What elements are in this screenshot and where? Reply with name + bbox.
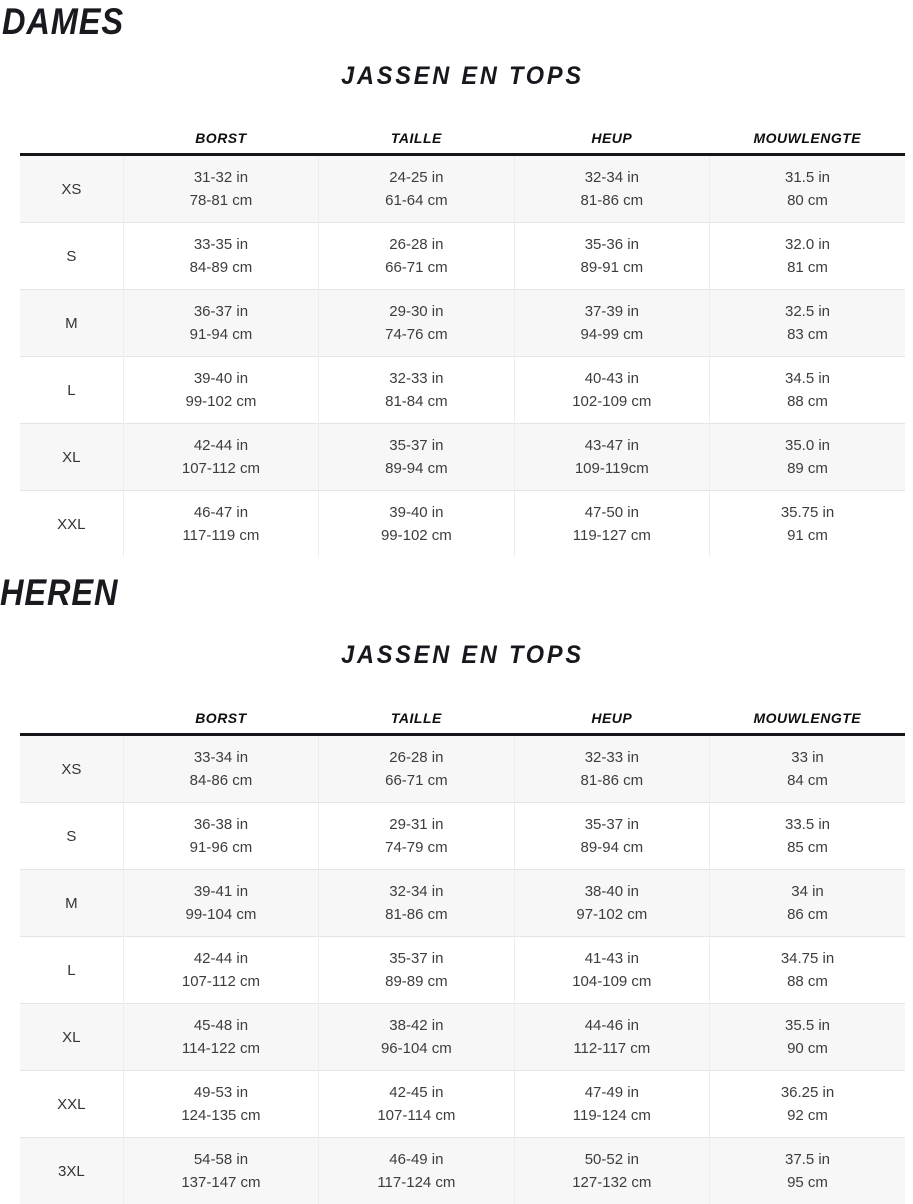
measurement-cell <box>123 155 318 223</box>
measurement-line: 26-28 in <box>319 746 513 769</box>
measurement-cell <box>319 357 514 424</box>
measurement-line: 83 cm <box>710 323 905 346</box>
measurement-cell <box>319 1004 514 1071</box>
measurement-line: 34.75 in <box>710 947 905 970</box>
measurement-line: 66-71 cm <box>319 769 513 792</box>
measurement-line: 91-96 cm <box>124 836 318 859</box>
measurement-cell <box>710 735 905 803</box>
measurement-line: 35.75 in <box>710 501 905 524</box>
corner-cell <box>20 131 123 155</box>
size-table-dames <box>20 131 905 557</box>
table-row <box>20 424 905 491</box>
measurement-line: 109-119cm <box>515 457 709 480</box>
measurement-cell <box>123 424 318 491</box>
measurement-cell <box>710 937 905 1004</box>
measurement-line: 89-94 cm <box>319 457 513 480</box>
measurement-line: 36-38 in <box>124 813 318 836</box>
measurement-cell <box>710 223 905 290</box>
column-header-mouwlengte: MOUWLENGTE <box>710 711 905 735</box>
table-row <box>20 290 905 357</box>
measurement-line: 24-25 in <box>319 166 513 189</box>
measurement-line: 97-102 cm <box>515 903 709 926</box>
measurement-cell <box>123 223 318 290</box>
measurement-cell <box>514 937 709 1004</box>
measurement-line: 35.5 in <box>710 1014 905 1037</box>
measurement-cell <box>710 1071 905 1138</box>
section-heading-heren: HEREN <box>0 574 803 611</box>
measurement-line: 119-127 cm <box>515 524 709 547</box>
table-row <box>20 1138 905 1204</box>
table-row <box>20 937 905 1004</box>
table-row <box>20 223 905 290</box>
measurement-line: 33 in <box>710 746 905 769</box>
measurement-line: 81-86 cm <box>319 903 513 926</box>
measurement-line: 81-86 cm <box>515 769 709 792</box>
column-header-heup: HEUP <box>514 131 709 155</box>
measurement-cell <box>319 1071 514 1138</box>
measurement-line: 91-94 cm <box>124 323 318 346</box>
measurement-line: 99-102 cm <box>124 390 318 413</box>
measurement-line: 35-37 in <box>515 813 709 836</box>
size-label: L <box>20 357 123 424</box>
measurement-line: 95 cm <box>710 1171 905 1194</box>
size-label: XXL <box>20 491 123 558</box>
size-table-heren <box>20 711 905 1204</box>
column-header-borst: BORST <box>123 131 318 155</box>
measurement-cell <box>123 870 318 937</box>
measurement-cell <box>123 491 318 558</box>
measurement-line: 34 in <box>710 880 905 903</box>
measurement-line: 46-49 in <box>319 1148 513 1171</box>
measurement-line: 107-112 cm <box>124 457 318 480</box>
measurement-line: 44-46 in <box>515 1014 709 1037</box>
measurement-line: 99-104 cm <box>124 903 318 926</box>
measurement-line: 37-39 in <box>515 300 709 323</box>
measurement-cell <box>710 803 905 870</box>
measurement-line: 37.5 in <box>710 1148 905 1171</box>
measurement-line: 46-47 in <box>124 501 318 524</box>
measurement-line: 36.25 in <box>710 1081 905 1104</box>
measurement-line: 94-99 cm <box>515 323 709 346</box>
size-label: XL <box>20 1004 123 1071</box>
measurement-line: 36-37 in <box>124 300 318 323</box>
measurement-cell <box>514 357 709 424</box>
size-label: M <box>20 290 123 357</box>
measurement-line: 38-40 in <box>515 880 709 903</box>
table-title-heren: JASSEN EN TOPS <box>47 643 879 668</box>
size-label: L <box>20 937 123 1004</box>
measurement-line: 33-34 in <box>124 746 318 769</box>
measurement-line: 80 cm <box>710 189 905 212</box>
measurement-line: 99-102 cm <box>319 524 513 547</box>
measurement-line: 35-37 in <box>319 434 513 457</box>
measurement-line: 107-114 cm <box>319 1104 513 1127</box>
measurement-line: 86 cm <box>710 903 905 926</box>
measurement-cell <box>123 290 318 357</box>
measurement-line: 40-43 in <box>515 367 709 390</box>
size-label: XL <box>20 424 123 491</box>
measurement-cell <box>514 1071 709 1138</box>
measurement-cell <box>319 155 514 223</box>
measurement-line: 88 cm <box>710 970 905 993</box>
measurement-line: 114-122 cm <box>124 1037 318 1060</box>
measurement-line: 32.0 in <box>710 233 905 256</box>
measurement-line: 38-42 in <box>319 1014 513 1037</box>
measurement-line: 91 cm <box>710 524 905 547</box>
measurement-cell <box>710 491 905 558</box>
measurement-cell <box>710 870 905 937</box>
size-label: XS <box>20 735 123 803</box>
measurement-line: 85 cm <box>710 836 905 859</box>
measurement-cell <box>319 803 514 870</box>
size-label: S <box>20 803 123 870</box>
measurement-cell <box>319 491 514 558</box>
measurement-cell <box>123 735 318 803</box>
measurement-line: 33.5 in <box>710 813 905 836</box>
measurement-line: 137-147 cm <box>124 1171 318 1194</box>
measurement-line: 84-89 cm <box>124 256 318 279</box>
measurement-line: 47-50 in <box>515 501 709 524</box>
measurement-line: 78-81 cm <box>124 189 318 212</box>
measurement-cell <box>710 424 905 491</box>
size-label: S <box>20 223 123 290</box>
measurement-cell <box>514 1004 709 1071</box>
measurement-line: 89 cm <box>710 457 905 480</box>
measurement-line: 32-34 in <box>319 880 513 903</box>
measurement-line: 81 cm <box>710 256 905 279</box>
measurement-cell <box>514 155 709 223</box>
table-title-dames: JASSEN EN TOPS <box>47 64 879 89</box>
measurement-line: 32-33 in <box>515 746 709 769</box>
measurement-line: 124-135 cm <box>124 1104 318 1127</box>
measurement-line: 45-48 in <box>124 1014 318 1037</box>
measurement-line: 127-132 cm <box>515 1171 709 1194</box>
measurement-cell <box>123 1004 318 1071</box>
measurement-cell <box>710 1004 905 1071</box>
section-dames <box>0 3 913 557</box>
size-label: 3XL <box>20 1138 123 1204</box>
measurement-line: 33-35 in <box>124 233 318 256</box>
measurement-cell <box>319 290 514 357</box>
measurement-line: 81-86 cm <box>515 189 709 212</box>
measurement-line: 54-58 in <box>124 1148 318 1171</box>
measurement-line: 61-64 cm <box>319 189 513 212</box>
measurement-line: 102-109 cm <box>515 390 709 413</box>
column-header-borst: BORST <box>123 711 318 735</box>
measurement-line: 41-43 in <box>515 947 709 970</box>
table-row <box>20 870 905 937</box>
measurement-line: 84-86 cm <box>124 769 318 792</box>
column-header-taille: TAILLE <box>319 711 514 735</box>
table-header-row <box>20 131 905 155</box>
size-label: XS <box>20 155 123 223</box>
measurement-line: 96-104 cm <box>319 1037 513 1060</box>
measurement-cell <box>514 735 709 803</box>
measurement-line: 47-49 in <box>515 1081 709 1104</box>
measurement-cell <box>319 870 514 937</box>
section-heading-dames: DAMES <box>2 3 804 40</box>
measurement-line: 89-91 cm <box>515 256 709 279</box>
measurement-cell <box>514 1138 709 1204</box>
measurement-line: 32.5 in <box>710 300 905 323</box>
measurement-line: 31-32 in <box>124 166 318 189</box>
measurement-line: 81-84 cm <box>319 390 513 413</box>
measurement-line: 74-79 cm <box>319 836 513 859</box>
measurement-line: 49-53 in <box>124 1081 318 1104</box>
measurement-line: 35-37 in <box>319 947 513 970</box>
corner-cell <box>20 711 123 735</box>
table-row <box>20 1004 905 1071</box>
measurement-cell <box>514 424 709 491</box>
column-header-mouwlengte: MOUWLENGTE <box>710 131 905 155</box>
measurement-cell <box>710 1138 905 1204</box>
table-row <box>20 735 905 803</box>
measurement-line: 89-89 cm <box>319 970 513 993</box>
measurement-cell <box>123 937 318 1004</box>
measurement-cell <box>514 223 709 290</box>
measurement-cell <box>319 1138 514 1204</box>
measurement-line: 84 cm <box>710 769 905 792</box>
measurement-line: 117-124 cm <box>319 1171 513 1194</box>
measurement-cell <box>514 290 709 357</box>
measurement-cell <box>319 424 514 491</box>
measurement-cell <box>710 290 905 357</box>
measurement-line: 39-41 in <box>124 880 318 903</box>
table-row <box>20 357 905 424</box>
measurement-line: 26-28 in <box>319 233 513 256</box>
measurement-line: 35-36 in <box>515 233 709 256</box>
measurement-line: 107-112 cm <box>124 970 318 993</box>
table-row <box>20 155 905 223</box>
measurement-cell <box>319 937 514 1004</box>
measurement-line: 90 cm <box>710 1037 905 1060</box>
measurement-cell <box>710 357 905 424</box>
column-header-heup: HEUP <box>514 711 709 735</box>
measurement-line: 117-119 cm <box>124 524 318 547</box>
size-chart-page <box>0 3 913 1203</box>
measurement-line: 42-44 in <box>124 947 318 970</box>
measurement-line: 42-45 in <box>319 1081 513 1104</box>
measurement-line: 43-47 in <box>515 434 709 457</box>
measurement-line: 50-52 in <box>515 1148 709 1171</box>
measurement-line: 29-30 in <box>319 300 513 323</box>
measurement-cell <box>123 803 318 870</box>
measurement-line: 89-94 cm <box>515 836 709 859</box>
measurement-line: 39-40 in <box>124 367 318 390</box>
table-row <box>20 1071 905 1138</box>
measurement-line: 31.5 in <box>710 166 905 189</box>
measurement-line: 32-34 in <box>515 166 709 189</box>
measurement-line: 39-40 in <box>319 501 513 524</box>
size-label: M <box>20 870 123 937</box>
measurement-cell <box>710 155 905 223</box>
measurement-cell <box>123 357 318 424</box>
measurement-cell <box>514 491 709 558</box>
table-row <box>20 803 905 870</box>
measurement-cell <box>514 803 709 870</box>
table-row <box>20 491 905 558</box>
measurement-line: 119-124 cm <box>515 1104 709 1127</box>
measurement-cell <box>123 1138 318 1204</box>
measurement-line: 42-44 in <box>124 434 318 457</box>
measurement-line: 35.0 in <box>710 434 905 457</box>
measurement-line: 88 cm <box>710 390 905 413</box>
measurement-line: 74-76 cm <box>319 323 513 346</box>
measurement-line: 66-71 cm <box>319 256 513 279</box>
measurement-cell <box>514 870 709 937</box>
size-label: XXL <box>20 1071 123 1138</box>
measurement-cell <box>123 1071 318 1138</box>
measurement-cell <box>319 223 514 290</box>
table-header-row <box>20 711 905 735</box>
measurement-line: 112-117 cm <box>515 1037 709 1060</box>
measurement-line: 29-31 in <box>319 813 513 836</box>
measurement-line: 32-33 in <box>319 367 513 390</box>
measurement-cell <box>319 735 514 803</box>
measurement-line: 34.5 in <box>710 367 905 390</box>
measurement-line: 92 cm <box>710 1104 905 1127</box>
section-heren <box>0 574 913 1204</box>
measurement-line: 104-109 cm <box>515 970 709 993</box>
column-header-taille: TAILLE <box>319 131 514 155</box>
